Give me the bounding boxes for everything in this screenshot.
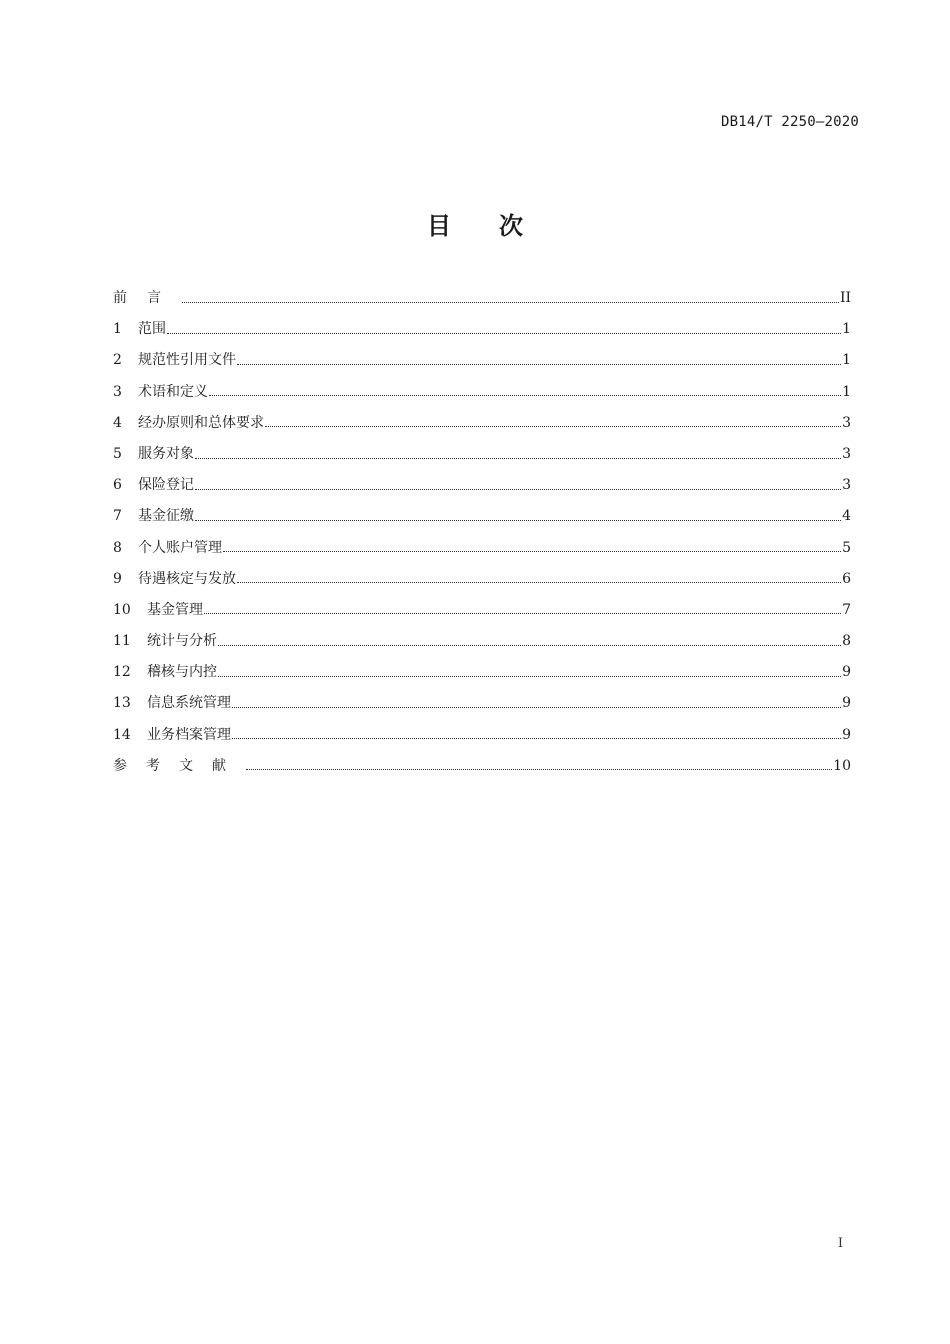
- toc-entry-label: 规范性引用文件: [138, 352, 236, 369]
- toc-entry-number: 14: [113, 726, 131, 743]
- toc-entry-page: 4: [842, 508, 851, 525]
- toc-entry-label: 业务档案管理: [147, 726, 231, 743]
- toc-entry-label: 范围: [138, 321, 166, 338]
- toc-entry-4[interactable]: [113, 408, 851, 439]
- toc-entry-page: 10: [833, 757, 851, 774]
- toc-entry-label: 服务对象: [138, 445, 194, 462]
- toc-leader-dots: [195, 519, 841, 521]
- toc-entry-page: 8: [842, 633, 851, 650]
- toc-leader-dots: [218, 644, 841, 646]
- toc-entry-label: 术语和定义: [138, 383, 208, 400]
- toc-entry-number: 4: [113, 414, 122, 431]
- toc-leader-dots: [195, 488, 841, 490]
- toc-entry-number: 5: [113, 445, 122, 462]
- toc-entry-13[interactable]: [113, 688, 851, 719]
- toc-entry-page: 3: [842, 445, 851, 462]
- toc-entry-label: 个人账户管理: [138, 539, 222, 556]
- toc-entry-12[interactable]: [113, 657, 851, 688]
- toc-entry-number: 11: [113, 633, 131, 650]
- toc-entry-5[interactable]: [113, 439, 851, 470]
- toc-entry-number: 3: [113, 383, 122, 400]
- toc-entry-label: 经办原则和总体要求: [138, 414, 264, 431]
- toc-entry-3[interactable]: [113, 377, 851, 408]
- toc-entry-number: 10: [113, 601, 131, 618]
- toc-leader-dots: [223, 550, 841, 552]
- toc-entry-11[interactable]: [113, 626, 851, 657]
- document-code: DB14/T 2250—2020: [720, 114, 859, 130]
- toc-entry-references[interactable]: [113, 751, 851, 782]
- toc-entry-label: 基金征缴: [138, 508, 194, 525]
- toc-entry-page: 9: [842, 726, 851, 743]
- toc-entry-label: 参考文献: [113, 757, 245, 774]
- toc-entry-1[interactable]: [113, 314, 851, 345]
- toc-entry-14[interactable]: [113, 720, 851, 751]
- toc-entry-9[interactable]: [113, 564, 851, 595]
- toc-entry-number: 1: [113, 321, 122, 338]
- toc-entry-number: 6: [113, 477, 122, 494]
- toc-entry-page: 3: [842, 477, 851, 494]
- toc-entry-label: 待遇核定与发放: [138, 570, 236, 587]
- toc-entry-6[interactable]: [113, 470, 851, 501]
- title-char-1: 目: [427, 212, 451, 240]
- toc-leader-dots: [195, 457, 841, 459]
- title-char-2: 次: [499, 212, 523, 240]
- toc-entry-10[interactable]: [113, 595, 851, 626]
- toc-entry-2[interactable]: [113, 345, 851, 376]
- toc-leader-dots: [218, 675, 841, 677]
- toc-leader-dots: [167, 332, 841, 334]
- toc-leader-dots: [237, 581, 841, 583]
- toc-entry-page: 3: [842, 414, 851, 431]
- toc-entry-page: II: [839, 290, 851, 306]
- toc-entry-page: 9: [842, 664, 851, 681]
- toc-entry-label: 统计与分析: [147, 633, 217, 650]
- toc-entry-label: 信息系统管理: [147, 695, 231, 712]
- toc-leader-dots: [232, 706, 841, 708]
- toc-entry-page: 9: [842, 695, 851, 712]
- toc-entry-page: 1: [842, 321, 851, 338]
- toc-leader-dots: [209, 394, 841, 396]
- toc-leader-dots: [182, 301, 839, 303]
- toc-entry-page: 7: [842, 601, 851, 618]
- toc-entry-number: 2: [113, 352, 122, 369]
- toc-entry-label: 稽核与内控: [147, 664, 217, 681]
- toc-leader-dots: [237, 363, 841, 365]
- toc-leader-dots: [232, 737, 841, 739]
- toc-entry-number: 8: [113, 539, 122, 556]
- toc-entry-number: 7: [113, 508, 122, 525]
- toc-leader-dots: [204, 612, 841, 614]
- toc-entry-label: 基金管理: [147, 601, 203, 618]
- toc-entry-page: 5: [842, 539, 851, 556]
- toc-entry-page: 1: [842, 383, 851, 400]
- table-of-contents: [113, 283, 851, 782]
- toc-entry-8[interactable]: [113, 533, 851, 564]
- toc-entry-number: 12: [113, 664, 131, 681]
- toc-entry-label: 前言: [113, 290, 181, 306]
- toc-entry-number: 9: [113, 570, 122, 587]
- toc-entry-number: 13: [113, 695, 131, 712]
- toc-leader-dots: [265, 425, 841, 427]
- toc-leader-dots: [246, 768, 832, 770]
- toc-entry-foreword[interactable]: [113, 283, 851, 314]
- toc-entry-page: 6: [842, 570, 851, 587]
- toc-entry-label: 保险登记: [138, 477, 194, 494]
- page-title: [0, 206, 950, 241]
- toc-entry-page: 1: [842, 352, 851, 369]
- toc-entry-7[interactable]: [113, 501, 851, 532]
- page-number: I: [837, 1236, 843, 1251]
